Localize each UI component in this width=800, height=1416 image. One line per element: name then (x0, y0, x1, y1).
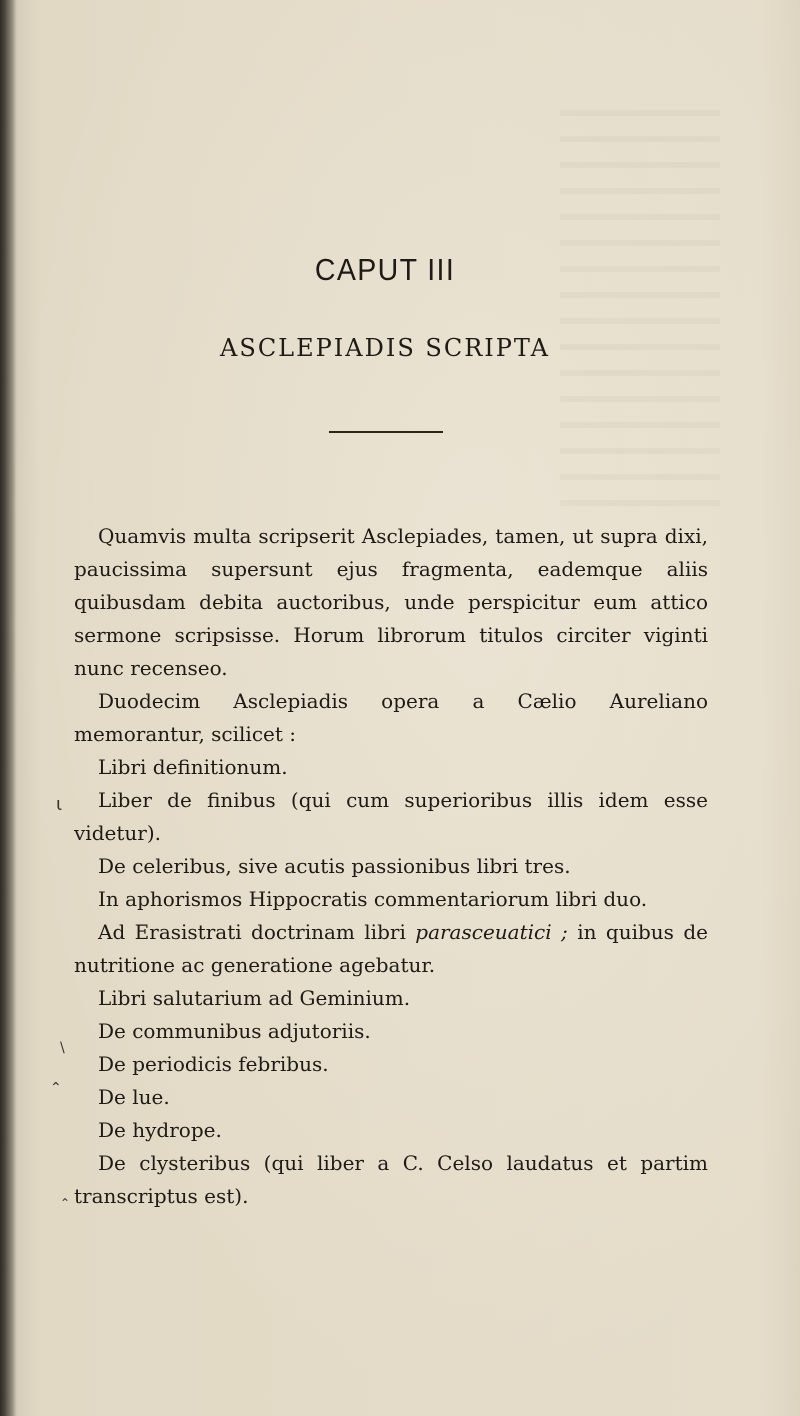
work-item-italic: parasceuatici ; (415, 920, 568, 944)
work-item: De clysteribus (qui liber a C. Celso laudatus et partim transcriptus est). (74, 1151, 708, 1208)
paragraph-intro: Quamvis multa scripserit Asclepiades, tamen, ut supra dixi, paucissima supersunt ejus fragmenta, eademque aliis quibusdam debita auctoribus, unde perspicitur eum attico sermone scripsisse. Horum librorum titulos circiter viginti nunc recenseo. (74, 524, 708, 680)
work-item-text: Ad Erasistrati doctrinam libri (98, 920, 416, 944)
chapter-heading: CAPUT III (314, 252, 456, 287)
work-item: De lue. (98, 1085, 170, 1109)
pencil-mark: ⌃ (60, 1196, 71, 1210)
work-item: Libri definitionum. (98, 755, 288, 779)
pencil-mark: ⌃ (50, 1080, 62, 1096)
bleed-through-texture (560, 110, 720, 510)
work-item: Libri salutarium ad Geminium. (98, 986, 411, 1010)
pencil-mark: ɩ (56, 794, 63, 815)
work-item: Liber de finibus (qui cum superioribus illis idem esse videtur). (74, 788, 708, 845)
chapter-title: ASCLEPIADIS SCRIPTA (220, 334, 550, 362)
work-item: De hydrope. (98, 1118, 222, 1142)
work-item: De communibus adjutoriis. (98, 1019, 371, 1043)
work-item: De periodicis febribus. (98, 1052, 329, 1076)
page-binding-shadow (0, 0, 16, 1416)
work-item-text: in quibus de nutritione ac generatione agebatur. (74, 920, 708, 977)
work-item: De celeribus, sive acutis passionibus libri tres. (98, 854, 571, 878)
body-text (74, 520, 708, 1213)
work-item: In aphorismos Hippocratis commentariorum libri duo. (98, 887, 648, 911)
pencil-mark: \ (60, 1040, 65, 1056)
paragraph-caelius: Duodecim Asclepiadis opera a Cælio Aureliano memorantur, scilicet : (74, 689, 708, 746)
heading-divider (329, 431, 443, 433)
work-item (74, 916, 708, 982)
